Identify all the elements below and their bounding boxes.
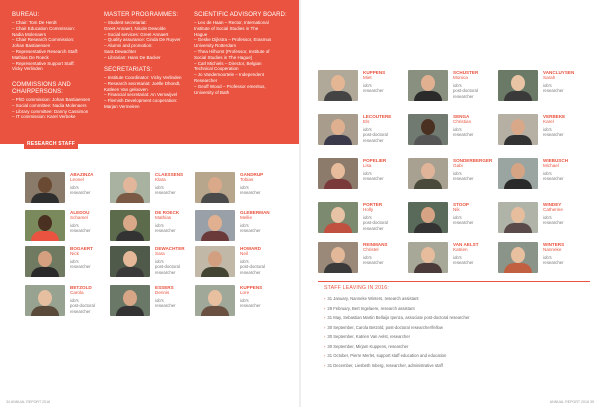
staff-photo (195, 246, 235, 277)
staff-last-name: WIEBUSCH (543, 158, 569, 163)
staff-role: iob's (453, 82, 462, 88)
staff-photo (498, 114, 538, 145)
staff-first-name: Katrien (453, 247, 468, 253)
secretariats-line: – Institute Coordinator: Vicky Verlinden (104, 75, 182, 80)
staff-last-name: PORTER (363, 202, 383, 207)
staff-last-name: HOWARD (240, 246, 261, 251)
staff-role: iob's (453, 126, 462, 132)
staff-first-name: Michael (543, 163, 559, 169)
staff-role: iob's (240, 297, 249, 303)
staff-last-name: BOGAERT (70, 246, 93, 251)
staff-last-name: REINMANS (363, 242, 388, 247)
master-line: – Student secretariat: (104, 20, 147, 25)
staff-first-name: Lisa (363, 163, 372, 169)
secretariats-line: Katleen Van gelooven (104, 86, 148, 92)
staff-leaving-item: › 29 February, Bert Ingelaere, research assistant (324, 304, 590, 314)
staff-first-name: Mathias (155, 215, 172, 221)
staff-role: researcher (453, 176, 474, 182)
bureau-section (12, 12, 97, 72)
staff-role: iob's (363, 126, 372, 132)
staff-role: iob's (363, 170, 372, 176)
staff-role: iob's (363, 254, 372, 260)
page-gutter (299, 0, 301, 407)
staff-last-name: ESSERS (155, 285, 174, 290)
staff-photo (110, 246, 150, 277)
advisory-line: Social Studies in The Hague) (194, 54, 253, 60)
staff-role: researcher (543, 220, 564, 226)
staff-first-name: Christel (363, 247, 379, 253)
staff-role: post-doctoral (155, 264, 180, 270)
staff-role: iob's (70, 258, 79, 264)
master-line: – Alumni and promotion: (104, 43, 153, 49)
staff-role: researcher (453, 260, 474, 266)
staff-last-name: WINTERS (543, 242, 565, 247)
staff-photo (195, 210, 235, 241)
staff-role: iob's (543, 214, 552, 220)
master-line: – Quality assurance: Cinda De Ruyver (104, 37, 181, 43)
staff-role: researcher (363, 260, 384, 266)
staff-role: researcher (240, 190, 261, 196)
staff-role: researcher (70, 264, 91, 270)
staff-first-name: Nik (453, 207, 460, 213)
master-line: – Social services: Greet Annaert (104, 31, 169, 37)
staff-first-name: Catherine (543, 207, 563, 213)
staff-last-name: GLEBERMAN (240, 210, 270, 215)
staff-role: researcher (70, 228, 91, 234)
staff-leaving-title: STAFF LEAVING IN 2016: (324, 285, 390, 291)
staff-photo (408, 70, 448, 101)
staff-photo (110, 172, 150, 203)
staff-last-name: DEWACHTER (155, 246, 185, 251)
staff-first-name: Monica (453, 75, 468, 81)
staff-role: iob's (155, 258, 164, 264)
staff-role: researcher (543, 260, 564, 266)
staff-role: researcher (543, 88, 564, 94)
advisory-title: SCIENTIFIC ADVISORY BOARD: (194, 12, 287, 18)
staff-photo (408, 202, 448, 233)
staff-role: post-doctoral (70, 303, 95, 309)
staff-first-name: Neil (240, 251, 248, 257)
master-line: Greet Annaert, Nicole Dewolde (104, 25, 166, 31)
staff-photo (25, 210, 65, 241)
staff-role: researcher (155, 303, 176, 309)
commissions-line: – PhD commission: Johan Bastiaensen (12, 97, 91, 102)
staff-last-name: VANCLUYSEN (543, 70, 575, 75)
advisory-line: – Carl Michiels – Director, Belgian (194, 60, 262, 66)
staff-first-name: Sarah (543, 75, 556, 81)
staff-photo (318, 242, 358, 273)
secretariats-line: – Research secretariat: Joëlle Dhondt, (104, 80, 181, 86)
staff-role: post-doctoral (453, 88, 478, 94)
staff-last-name: BETZOLD (70, 285, 92, 290)
staff-role: researcher (363, 88, 384, 94)
staff-first-name: Miet (363, 75, 372, 81)
staff-role: researcher (155, 228, 176, 234)
staff-role: iob's (155, 222, 164, 228)
staff-role: researcher (70, 308, 91, 314)
staff-last-name: STOOP (453, 202, 469, 207)
secretariats-line: – Flemish Development cooperation: (104, 98, 178, 104)
staff-last-name: KUPPENS (363, 70, 386, 75)
staff-first-name: Nick (70, 251, 79, 257)
staff-role: researcher (453, 93, 474, 99)
bureau-line: Nadia Molenaers (12, 31, 47, 37)
staff-photo (408, 114, 448, 145)
staff-photo (318, 114, 358, 145)
staff-leaving-box (318, 281, 590, 389)
staff-role: iob's (453, 170, 462, 176)
staff-leaving-item: › 31 May, Sebastian Martin Bellaijo Ipenza, associate post-doctoral researcher (324, 313, 590, 323)
staff-first-name: Nanneke (543, 247, 562, 253)
staff-role: researcher (70, 190, 91, 196)
staff-first-name: Sara (155, 251, 165, 257)
staff-leaving-item: › 31 October, Pierre Merlet, support staff education and education (324, 351, 590, 361)
master-title: MASTER PROGRAMMES: (104, 12, 179, 18)
staff-photo (498, 202, 538, 233)
staff-role: researcher (155, 190, 176, 196)
staff-photo (318, 202, 358, 233)
staff-photo (318, 70, 358, 101)
staff-photo (498, 70, 538, 101)
staff-first-name: Karel (543, 119, 554, 125)
staff-photo (25, 246, 65, 277)
staff-photo (498, 242, 538, 273)
research-staff-title: RESEARCH STAFF (24, 139, 78, 149)
staff-role: iob's (453, 214, 462, 220)
staff-photo (318, 158, 358, 189)
staff-role: researcher (453, 220, 474, 226)
staff-first-name: Christian (453, 119, 472, 125)
commissions-title: COMMISSIONS AND CHAIRPERSONS: (12, 82, 71, 95)
staff-last-name: WINDEY (543, 202, 562, 207)
bureau-line: Johan Bastiaensen (12, 43, 51, 49)
staff-role: iob's (240, 184, 249, 190)
staff-photo (408, 158, 448, 189)
staff-first-name: Carola (70, 290, 84, 296)
staff-first-name: Tobias (240, 177, 254, 183)
staff-last-name: GANDRUP (240, 172, 264, 177)
staff-last-name: VERBEKE (543, 114, 566, 119)
secretariats-section (104, 67, 194, 110)
advisory-line: – Leo de Haan – Rector, International (194, 20, 269, 25)
staff-last-name: ALEDOU (70, 210, 90, 215)
staff-last-name: SONDERBERGER (453, 158, 493, 163)
footer-left: 34 ANNUAL REPORT 2016 (6, 400, 51, 404)
staff-role: researcher (543, 176, 564, 182)
staff-leaving-item: › 31 December, Liesbeth Inberg, researcher, administrative staff (324, 361, 590, 371)
staff-role: iob's (155, 184, 164, 190)
staff-leaving-item: › 30 September, Mirjam Kuppens, researcher (324, 342, 590, 352)
staff-photo (110, 210, 150, 241)
staff-role: iob's (240, 258, 249, 264)
staff-role: researcher (240, 269, 261, 275)
bureau-line: – Representative Support Staff: (12, 60, 75, 66)
staff-photo (110, 285, 150, 316)
advisory-line: – Thea Hilhorst (Professor, Institute of (194, 48, 270, 54)
advisory-line: – Geoff Wood – Professor emeritus, (194, 83, 266, 89)
staff-role: researcher (363, 176, 384, 182)
staff-leaving-item: › 30 September, Carola Betzold, post-doctoral researcher/fellow (324, 323, 590, 333)
staff-role: iob's (363, 82, 372, 88)
staff-first-name: Klara (155, 177, 166, 183)
staff-first-name: Lore (240, 290, 250, 296)
advisory-section (194, 12, 294, 95)
advisory-line: – Geske Dijkstra – Professor, Erasmus (194, 37, 272, 43)
staff-last-name: POPELIER (363, 158, 387, 163)
staff-role: iob's (70, 184, 79, 190)
commissions-line: – Library committee: Danny Cassimon (12, 108, 89, 114)
staff-last-name: SCHUSTER (453, 70, 479, 75)
staff-role: iob's (70, 222, 79, 228)
staff-first-name: Holly (363, 207, 374, 213)
staff-role: post-doctoral (363, 220, 388, 226)
staff-role: iob's (155, 297, 164, 303)
advisory-line: University of Bath (194, 89, 230, 95)
staff-photo (408, 242, 448, 273)
commissions-line: – Social committee: Nadia Molenaers (12, 102, 87, 108)
staff-last-name: DE ROECK (155, 210, 180, 215)
staff-first-name: Dennis (155, 290, 170, 296)
staff-role: post-doctoral (363, 132, 388, 138)
staff-role: researcher (363, 225, 384, 231)
bureau-line: – Chair Research Commission: (12, 37, 75, 43)
staff-last-name: CLAESSENS (155, 172, 184, 177)
commissions-section (12, 82, 102, 120)
master-section (104, 12, 190, 61)
advisory-line: University Rotterdam (194, 43, 237, 49)
staff-last-name: LECOUTERE (363, 114, 392, 119)
secretariats-line: Marjan Vermeiren (104, 103, 140, 109)
staff-photo (498, 158, 538, 189)
staff-role: researcher (453, 132, 474, 138)
staff-role: researcher (363, 137, 384, 143)
bureau-line: Mathias De Roeck (12, 54, 49, 60)
staff-first-name: Gabi (453, 163, 463, 169)
staff-role: researcher (240, 228, 261, 234)
staff-role: researcher (155, 269, 176, 275)
staff-role: iob's (543, 82, 552, 88)
staff-role: researcher (543, 132, 564, 138)
bureau-line: – Representative Research Staff: (12, 48, 79, 54)
staff-photo (25, 285, 65, 316)
bureau-line: – Chair: Tom De Herdt (12, 20, 57, 25)
staff-role: iob's (240, 222, 249, 228)
advisory-line: – Jo Vandemoortele – Independent (194, 72, 264, 78)
staff-role: iob's (543, 170, 552, 176)
advisory-line: Researcher (194, 77, 218, 83)
staff-last-name: KUPPENS (240, 285, 263, 290)
advisory-line: Institute of Social Studies in The (194, 25, 259, 31)
secretariats-title: SECRETARIATS: (104, 67, 153, 73)
footer-right: ANNUAL REPORT 2016 35 (549, 400, 594, 404)
bureau-line: – Chair Education Commission: (12, 25, 76, 31)
staff-first-name: Schamel (70, 215, 88, 221)
staff-leaving-item: › 30 September, Katrien Van Aelst, researcher (324, 332, 590, 342)
staff-leaving-item: › 31 January, Nanneke Winters, research assistant (324, 294, 590, 304)
staff-last-name: ABAZINZA (70, 172, 94, 177)
staff-role: post-doctoral (240, 264, 265, 270)
staff-last-name: SENGA (453, 114, 470, 119)
secretariats-line: – Financial secretariat: An Verswijvel (104, 92, 178, 98)
master-line: – Librarian: Hans De Backer (104, 54, 161, 60)
staff-role: iob's (453, 254, 462, 260)
staff-first-name: Els (363, 119, 370, 125)
bureau-title: BUREAU: (12, 12, 40, 18)
staff-photo (195, 172, 235, 203)
staff-last-name: VAN AELST (453, 242, 479, 247)
staff-first-name: Mellie (240, 215, 252, 221)
advisory-line: Hague (194, 31, 208, 37)
commissions-line: – IT commission: Karel Verbeke (12, 114, 76, 120)
bureau-line: Vicky Verlinden (12, 66, 43, 72)
staff-role: iob's (543, 126, 552, 132)
staff-role: researcher (240, 303, 261, 309)
staff-role: iob's (70, 297, 79, 303)
staff-role: iob's (543, 254, 552, 260)
advisory-line: Technical Cooperation (194, 66, 239, 72)
staff-photo (25, 172, 65, 203)
staff-photo (195, 285, 235, 316)
staff-first-name: Leonel (70, 177, 84, 183)
staff-role: iob's (363, 214, 372, 220)
master-line: Sara Dewachter (104, 48, 137, 54)
